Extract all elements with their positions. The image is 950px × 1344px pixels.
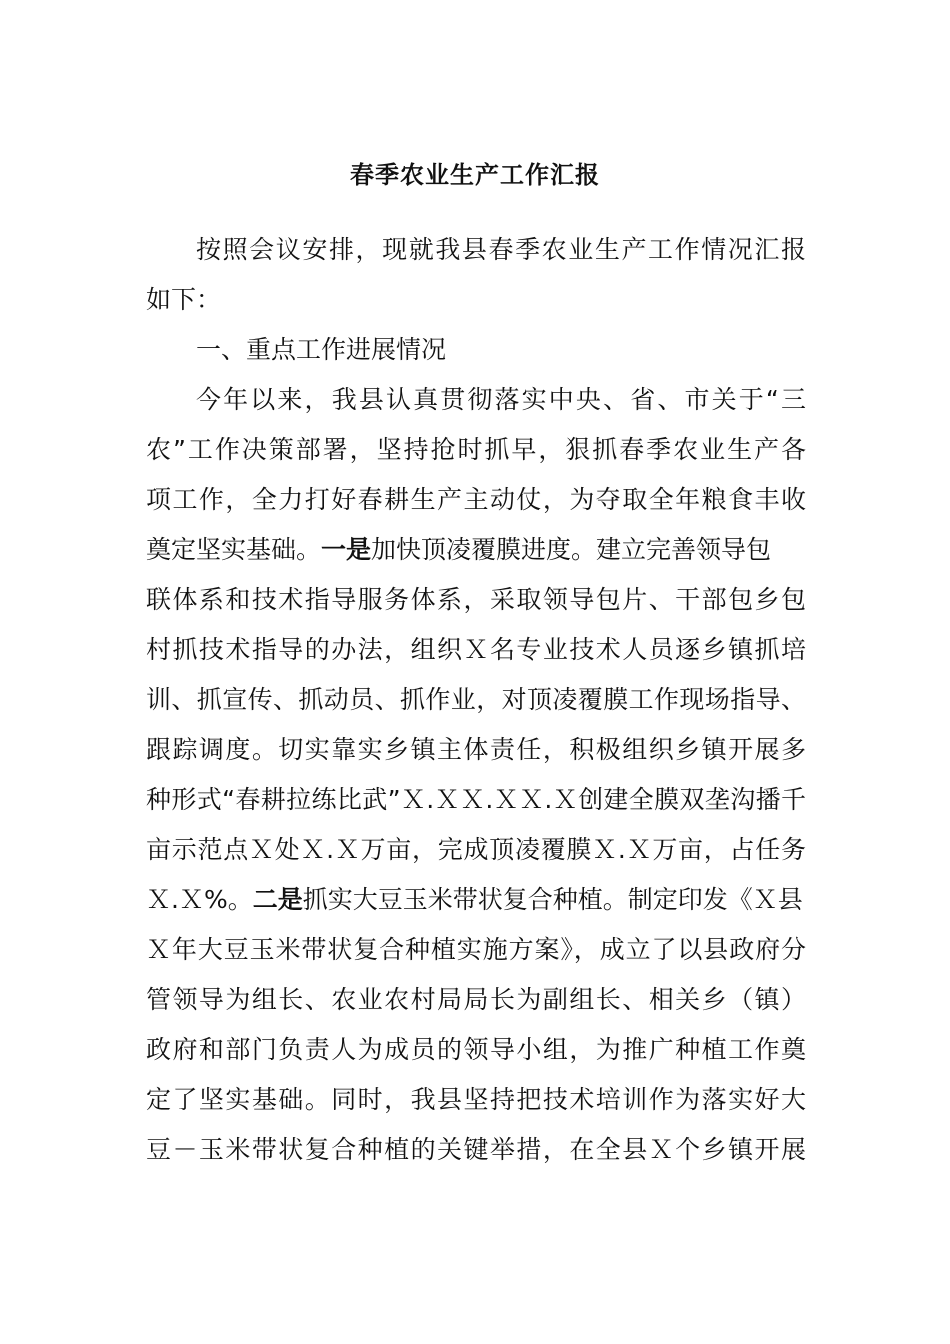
bold-lead: 一是 — [321, 535, 372, 564]
paragraph-line: 亩示范点Ｘ处Ｘ.Ｘ万亩，完成顶凌覆膜Ｘ.Ｘ万亩，占任务 — [146, 835, 806, 864]
paragraph-line: 训、抓宣传、抓动员、抓作业，对顶凌覆膜工作现场指导、 — [146, 685, 806, 714]
paragraph-line: 跟踪调度。切实靠实乡镇主体责任，积极组织乡镇开展多 — [146, 735, 806, 764]
text-span: Ｘ.Ｘ%。 — [146, 885, 253, 914]
paragraph-line: 政府和部门负责人为成员的领导小组，为推广种植工作奠 — [146, 1035, 806, 1064]
paragraph-line: 如下： — [146, 285, 222, 314]
paragraph-line: Ｘ年大豆玉米带状复合种植实施方案》，成立了以县政府分 — [146, 935, 806, 964]
paragraph-line — [146, 530, 806, 570]
paragraph-line: 按照会议安排，现就我县春季农业生产工作情况汇报 — [196, 235, 806, 264]
paragraph-line: 种形式“春耕拉练比武”Ｘ.ＸＸ.ＸＸ.Ｘ创建全膜双垄沟播千 — [146, 785, 806, 814]
paragraph-line: 农”工作决策部署，坚持抢时抓早，狠抓春季农业生产各 — [146, 435, 806, 464]
text-span: 奠定坚实基础。 — [146, 535, 322, 564]
paragraph-line: 今年以来，我县认真贯彻落实中央、省、市关于“三 — [196, 385, 806, 414]
paragraph-line: 项工作，全力打好春耕生产主动仗，为夺取全年粮食丰收 — [146, 485, 806, 514]
paragraph-line: 管领导为组长、农业农村局局长为副组长、相关乡（镇） — [146, 985, 806, 1014]
paragraph-line: 联体系和技术指导服务体系，采取领导包片、干部包乡包 — [146, 585, 806, 614]
paragraph-line: 村抓技术指导的办法，组织Ｘ名专业技术人员逐乡镇抓培 — [146, 635, 806, 664]
text-span: 加快顶凌覆膜进度。建立完善领导包 — [371, 535, 772, 564]
paragraph-line: 豆－玉米带状复合种植的关键举措，在全县Ｘ个乡镇开展 — [146, 1135, 806, 1164]
paragraph-line: 定了坚实基础。同时，我县坚持把技术培训作为落实好大 — [146, 1085, 806, 1114]
document-title: 春季农业生产工作汇报 — [350, 161, 600, 189]
bold-lead: 二是 — [252, 885, 303, 914]
text-span: 抓实大豆玉米带状复合种植。制定印发《Ｘ县 — [302, 885, 803, 914]
section-heading: 一、重点工作进展情况 — [196, 335, 447, 364]
paragraph-line — [146, 880, 806, 920]
